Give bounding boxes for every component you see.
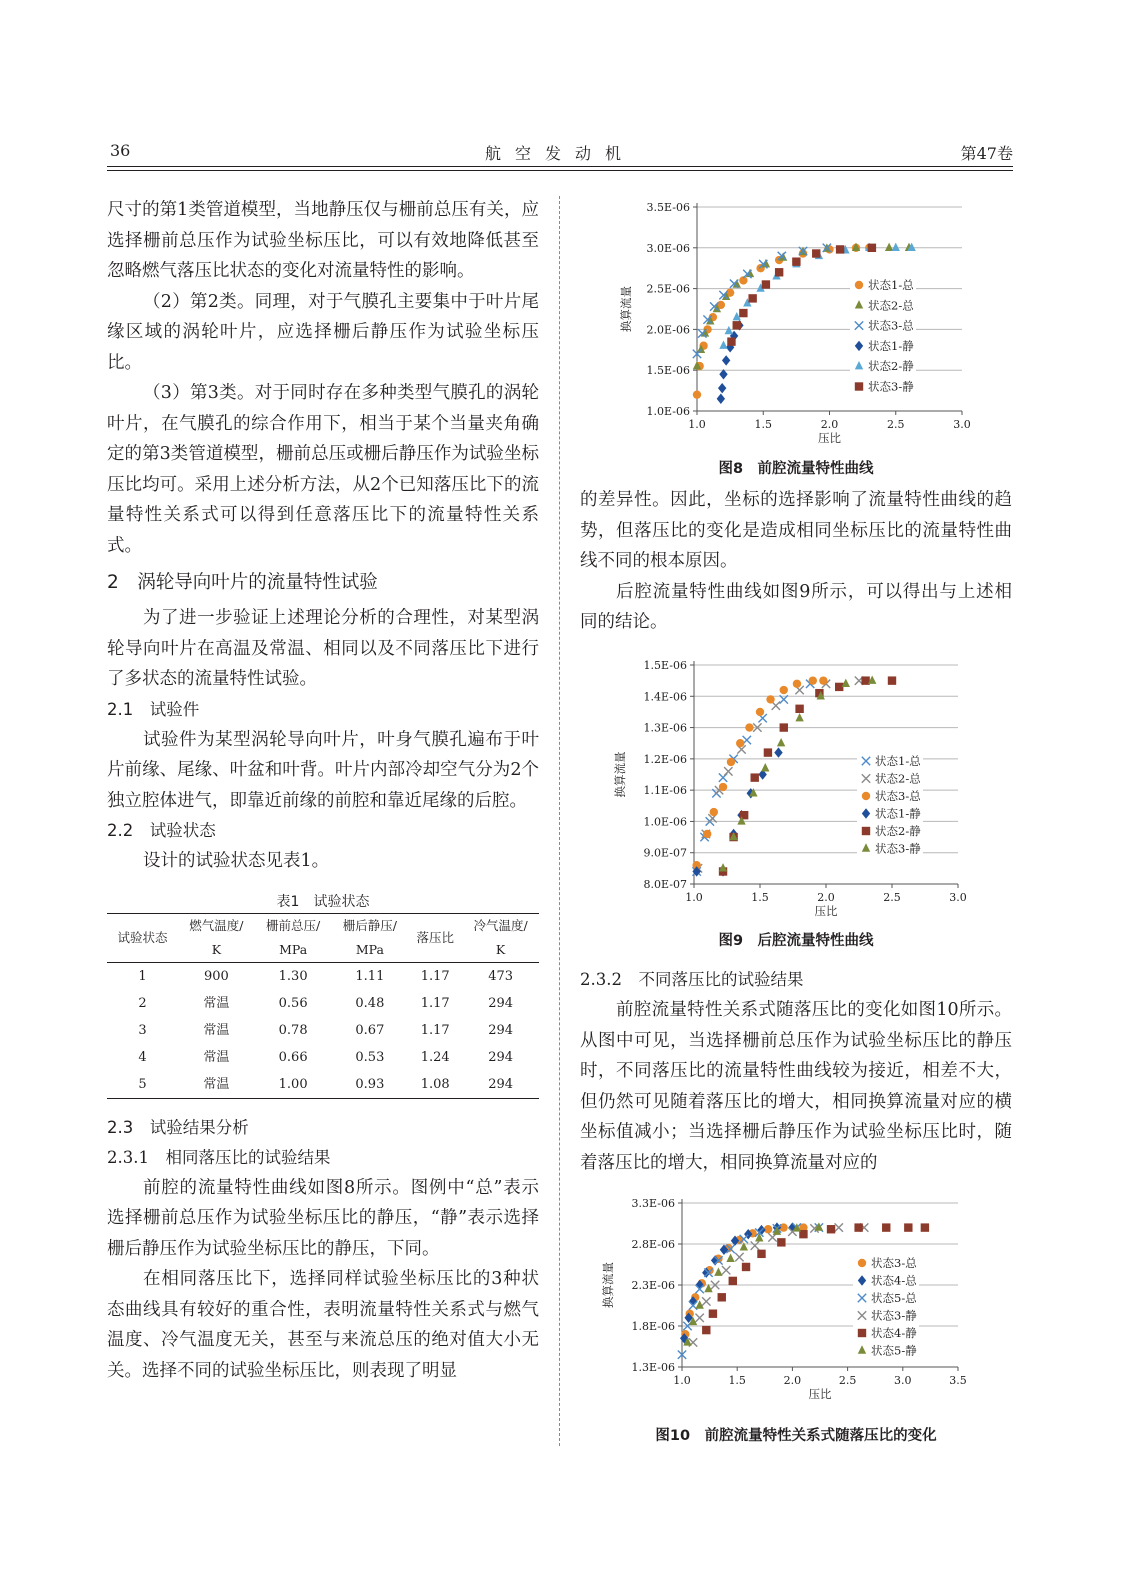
x-tick-label: 2.0 — [783, 1374, 802, 1387]
legend-label: 状态3-静 — [868, 379, 914, 394]
legend-label: 状态1-静 — [868, 338, 914, 353]
data-point — [795, 713, 803, 721]
figure-8-chart — [600, 195, 1000, 455]
table-cell: 294 — [488, 1076, 514, 1092]
data-point — [904, 1223, 912, 1231]
x-tick-label: 1.5 — [754, 418, 772, 431]
table-header-unit: K — [495, 941, 506, 957]
table-cell: 294 — [488, 995, 514, 1011]
table-cell: 0.78 — [278, 1022, 308, 1038]
running-header — [107, 141, 1013, 163]
table-cell: 常温 — [203, 1022, 230, 1038]
subsection-heading: 2.1 试验件 — [107, 699, 200, 719]
data-point — [718, 1293, 726, 1301]
data-point — [766, 695, 774, 703]
data-series — [692, 747, 782, 876]
legend-label: 状态3-静 — [871, 1308, 917, 1323]
paragraph: 后腔流量特性曲线如图9所示，可以得出与上述相同的结论。 — [580, 581, 1012, 632]
header-rule-thick — [107, 166, 1013, 167]
data-point — [724, 767, 732, 775]
data-point — [888, 676, 896, 684]
table-cell: 294 — [488, 1049, 514, 1065]
x-tick-label: 2.0 — [820, 418, 839, 431]
data-point — [762, 280, 770, 288]
table-cell: 0.93 — [355, 1076, 385, 1092]
data-point — [885, 243, 893, 251]
data-point — [736, 739, 744, 747]
figure-10-caption: 图10 前腔流量特性关系式随落压比的变化 — [655, 1428, 937, 1444]
x-tick-label: 1.0 — [673, 1374, 691, 1387]
data-point — [892, 243, 900, 251]
legend-marker — [858, 1329, 866, 1337]
y-tick-label: 1.8E-06 — [631, 1320, 675, 1333]
data-point — [729, 1277, 737, 1285]
table-header: 落压比 — [416, 929, 454, 945]
legend-label: 状态5-静 — [871, 1343, 917, 1358]
data-point — [718, 383, 726, 393]
table-cell: 1 — [138, 968, 147, 984]
data-point — [827, 1225, 835, 1233]
data-point — [709, 1310, 717, 1318]
y-axis-title: 换算流量 — [613, 751, 627, 798]
table-row — [107, 962, 539, 990]
table-cell: 1.17 — [420, 995, 450, 1011]
table-cell: 0.53 — [355, 1049, 385, 1065]
left-column — [107, 195, 539, 1386]
x-axis-title: 压比 — [814, 904, 838, 918]
legend — [853, 1255, 919, 1366]
data-point — [819, 676, 827, 684]
volume-label: 第47卷 — [960, 144, 1013, 163]
data-point — [727, 337, 735, 345]
x-tick-label: 3.0 — [949, 891, 967, 904]
table-header-unit: K — [211, 941, 222, 957]
data-point — [882, 1223, 890, 1231]
legend-label: 状态3-总 — [875, 789, 921, 803]
data-point — [761, 763, 769, 771]
legend-label: 状态3-总 — [871, 1256, 917, 1270]
data-point — [714, 1268, 722, 1276]
paragraph: 前腔流量特性关系式随落压比的变化如图10所示。从图中可见，当选择栅前总压作为试验坐标压比的静压时，不同落压比的流量特性曲线较为接近，相差不大，但仍然可见随着落压比的增大，相同换算流量对应的横坐标值减小；当选择栅后静压作为试验坐标压比时，随着落压比的增大，相同换算流量对应的 — [580, 1000, 1012, 1173]
table-cell: 1.17 — [420, 968, 450, 984]
data-point — [774, 747, 782, 757]
legend-label: 状态4-静 — [871, 1326, 917, 1340]
data-series — [693, 244, 831, 358]
data-point — [719, 341, 727, 349]
table-cell: 常温 — [203, 1076, 230, 1092]
table-cell: 4 — [138, 1049, 147, 1065]
legend-label: 状态2-静 — [868, 359, 914, 374]
data-point — [727, 758, 735, 766]
y-tick-label: 1.3E-06 — [643, 721, 687, 735]
right-column-text-1 — [580, 485, 1012, 638]
y-axis-title: 换算流量 — [619, 286, 633, 332]
y-tick-label: 1.4E-06 — [643, 690, 687, 704]
table-row — [107, 990, 539, 1017]
data-point — [751, 1241, 759, 1249]
table-test-states — [107, 913, 539, 1099]
table-cell: 473 — [488, 968, 514, 984]
legend-label: 状态4-总 — [871, 1273, 917, 1288]
data-point — [757, 1250, 765, 1258]
y-tick-label: 1.0E-06 — [643, 815, 687, 829]
data-point — [748, 294, 756, 302]
data-point — [921, 1223, 929, 1231]
y-tick-label: 3.5E-06 — [646, 201, 690, 214]
table-cell: 1.08 — [420, 1076, 450, 1092]
data-point — [735, 1253, 743, 1261]
x-tick-label: 2.5 — [887, 418, 905, 431]
figure-8-caption: 图8 前腔流量特性曲线 — [718, 461, 874, 477]
data-point — [854, 1223, 862, 1231]
legend-label: 状态3-静 — [875, 841, 921, 856]
x-tick-label: 1.5 — [751, 891, 769, 904]
table-header: 栅后静压/ — [342, 917, 397, 933]
table-cell: 0.66 — [278, 1049, 308, 1065]
data-point — [722, 1266, 730, 1274]
data-point — [702, 1326, 710, 1334]
table-header: 冷气温度/ — [473, 917, 528, 933]
x-axis-title: 压比 — [808, 1387, 832, 1401]
data-point — [693, 390, 701, 398]
table-row — [107, 1071, 539, 1099]
subsection-heading: 2.2 试验状态 — [107, 821, 216, 840]
y-tick-label: 1.1E-06 — [643, 784, 687, 798]
data-point — [812, 249, 820, 257]
table-cell: 5 — [138, 1076, 147, 1092]
x-axis-title: 压比 — [818, 431, 841, 445]
legend-marker — [858, 1259, 866, 1267]
x-tick-label: 1.0 — [685, 891, 703, 904]
data-point — [745, 723, 753, 731]
figure-9-caption: 图9 后腔流量特性曲线 — [718, 933, 874, 949]
paragraph: 试验件为某型涡轮导向叶片，叶身气膜孔遍布于叶片前缘、尾缘、叶盆和叶背。叶片内部冷却空气分为2个独立腔体进气，即靠近前缘的前腔和靠近尾缘的后腔。 — [107, 729, 539, 811]
data-point — [780, 686, 788, 694]
data-point — [710, 808, 718, 816]
table-cell: 0.48 — [355, 995, 385, 1011]
data-series — [693, 244, 874, 399]
data-point — [764, 1225, 772, 1233]
paragraph: 尺寸的第1类管道模型，当地静压仅与栅前总压有关，应选择栅前总压作为试验坐标压比，可以有效地降低甚至忽略燃气落压比状态的变化对流量特性的影响。 — [107, 200, 539, 281]
table-header: 栅前总压/ — [266, 917, 321, 933]
table-cell: 900 — [203, 968, 229, 984]
right-column-text-2 — [580, 965, 1012, 1178]
paragraph: （3）第3类。对于同时存在多种类型气膜孔的涡轮叶片，在气膜孔的综合作用下，相当于某个当量夹角确定的第3类管道模型，栅前总压或栅后静压作为试验坐标压比均可。采用上述分析方法，从2个已知落压比下的流量特性关系式可以得到任意落压比下的流量特性关系式。 — [107, 383, 539, 556]
x-tick-label: 2.5 — [838, 1374, 857, 1387]
y-tick-label: 1.2E-06 — [643, 752, 687, 766]
data-point — [835, 1223, 843, 1231]
data-point — [722, 355, 730, 365]
legend-marker — [855, 382, 863, 390]
y-axis-title: 换算流量 — [601, 1262, 615, 1308]
table-title: 表1 试验状态 — [276, 893, 370, 910]
table-cell: 1.00 — [278, 1076, 308, 1092]
data-point — [726, 1254, 734, 1262]
y-tick-label: 2.3E-06 — [631, 1279, 675, 1292]
data-point — [702, 1297, 710, 1305]
data-point — [764, 748, 772, 756]
table-row — [107, 1044, 539, 1071]
table-header-unit: MPa — [279, 941, 308, 957]
paragraph: 在相同落压比下，选择同样试验坐标压比的3种状态曲线具有较好的重合性，表明流量特性关系式与燃气温度、冷气温度无关，甚至与来流总压的绝对值大小无关。选择不同的试验坐标压比，则表现了明显 — [107, 1269, 539, 1381]
data-point — [739, 309, 747, 317]
paragraph: 为了进一步验证上述理论分析的合理性，对某型涡轮导向叶片在高温及常温、相同以及不同落压比下进行了多状态的流量特性试验。 — [107, 608, 539, 689]
table-header: 试验状态 — [117, 929, 168, 945]
legend-label: 状态3-总 — [868, 318, 914, 333]
legend-marker — [862, 827, 870, 835]
table-row — [107, 1017, 539, 1044]
x-tick-label: 1.0 — [688, 418, 706, 431]
table-cell: 1.24 — [420, 1049, 450, 1065]
table-header-unit: MPa — [355, 941, 384, 957]
data-point — [795, 705, 803, 713]
table-cell: 常温 — [203, 1049, 230, 1065]
table-cell: 0.56 — [278, 995, 308, 1011]
header-rule-thin — [107, 170, 1013, 171]
y-tick-label: 8.0E-07 — [643, 878, 687, 891]
column-divider — [559, 196, 560, 1446]
data-point — [868, 244, 876, 252]
data-point — [717, 394, 725, 404]
legend-label: 状态2-总 — [875, 771, 921, 786]
y-tick-label: 2.0E-06 — [646, 323, 690, 337]
y-tick-label: 9.0E-07 — [643, 846, 687, 860]
data-point — [725, 326, 733, 334]
journal-name: 航空发动机 — [484, 144, 635, 163]
y-tick-label: 2.8E-06 — [631, 1238, 675, 1251]
x-tick-label: 2.0 — [817, 891, 835, 904]
x-tick-label: 1.5 — [728, 1374, 746, 1387]
figure-10-chart — [590, 1190, 990, 1415]
x-tick-label: 3.0 — [894, 1374, 912, 1387]
y-tick-label: 2.5E-06 — [646, 282, 690, 296]
y-tick-label: 3.0E-06 — [646, 241, 690, 255]
table-cell: 1.17 — [420, 1022, 450, 1038]
data-point — [775, 268, 783, 276]
legend-label: 状态1-总 — [868, 278, 914, 292]
legend-label: 状态2-总 — [868, 298, 914, 313]
table-cell: 294 — [488, 1022, 514, 1038]
data-point — [792, 257, 800, 265]
data-point — [777, 738, 785, 746]
paragraph: 前腔的流量特性曲线如图8所示。图例中“总”表示选择栅前总压作为试验坐标压比的静压，“静”表示选择栅后静压作为试验坐标压比的静压，下同。 — [107, 1177, 539, 1259]
legend-marker — [855, 281, 863, 289]
legend-label: 状态1-总 — [875, 754, 921, 768]
legend — [857, 753, 923, 864]
y-tick-label: 3.3E-06 — [631, 1197, 675, 1210]
data-point — [780, 723, 788, 731]
table-header: 燃气温度/ — [189, 917, 244, 933]
y-tick-label: 1.5E-06 — [646, 364, 690, 378]
data-point — [793, 680, 801, 688]
subsubsection-heading: 2.3.1 相同落压比的试验结果 — [107, 1147, 331, 1167]
subsubsection-heading: 2.3.2 不同落压比的试验结果 — [580, 970, 804, 989]
paragraph: 设计的试验状态见表1。 — [143, 851, 330, 871]
section-heading: 2 涡轮导向叶片的流量特性试验 — [107, 572, 378, 593]
table-cell: 1.11 — [355, 968, 385, 984]
legend-marker — [862, 792, 870, 800]
data-point — [703, 830, 711, 838]
data-point — [836, 245, 844, 253]
y-tick-label: 1.3E-06 — [631, 1361, 675, 1374]
legend-label: 状态1-静 — [875, 806, 921, 821]
x-tick-label: 3.5 — [949, 1374, 967, 1387]
x-tick-label: 2.5 — [883, 891, 901, 904]
legend-label: 状态5-总 — [871, 1291, 917, 1305]
page-number: 36 — [110, 141, 131, 160]
figure-9-chart — [600, 655, 1000, 925]
y-tick-label: 1.0E-06 — [646, 405, 690, 418]
data-point — [777, 1238, 785, 1246]
paragraph: （2）第2类。同理，对于气膜孔主要集中于叶片尾缘区域的涡轮叶片，应选择栅后静压作为试验坐标压比。 — [107, 291, 539, 373]
table-cell: 0.67 — [355, 1022, 385, 1038]
table-cell: 1.30 — [278, 968, 308, 984]
data-point — [809, 676, 817, 684]
table-cell: 2 — [138, 995, 147, 1011]
data-point — [695, 1314, 703, 1322]
table-cell: 常温 — [203, 995, 230, 1011]
data-point — [756, 708, 764, 716]
data-point — [719, 783, 727, 791]
data-point — [751, 773, 759, 781]
x-tick-label: 3.0 — [953, 418, 971, 431]
data-point — [742, 1263, 750, 1271]
subsection-heading: 2.3 试验结果分析 — [107, 1117, 249, 1137]
legend — [850, 277, 916, 405]
legend-label: 状态2-静 — [875, 824, 921, 838]
paragraph: 的差异性。因此，坐标的选择影响了流量特性曲线的趋势，但落压比的变化是造成相同坐标压比的流量特性曲线不同的根本原因。 — [580, 490, 1012, 571]
data-point — [733, 321, 741, 329]
table-cell: 3 — [138, 1022, 147, 1038]
y-tick-label: 1.5E-06 — [643, 659, 687, 672]
